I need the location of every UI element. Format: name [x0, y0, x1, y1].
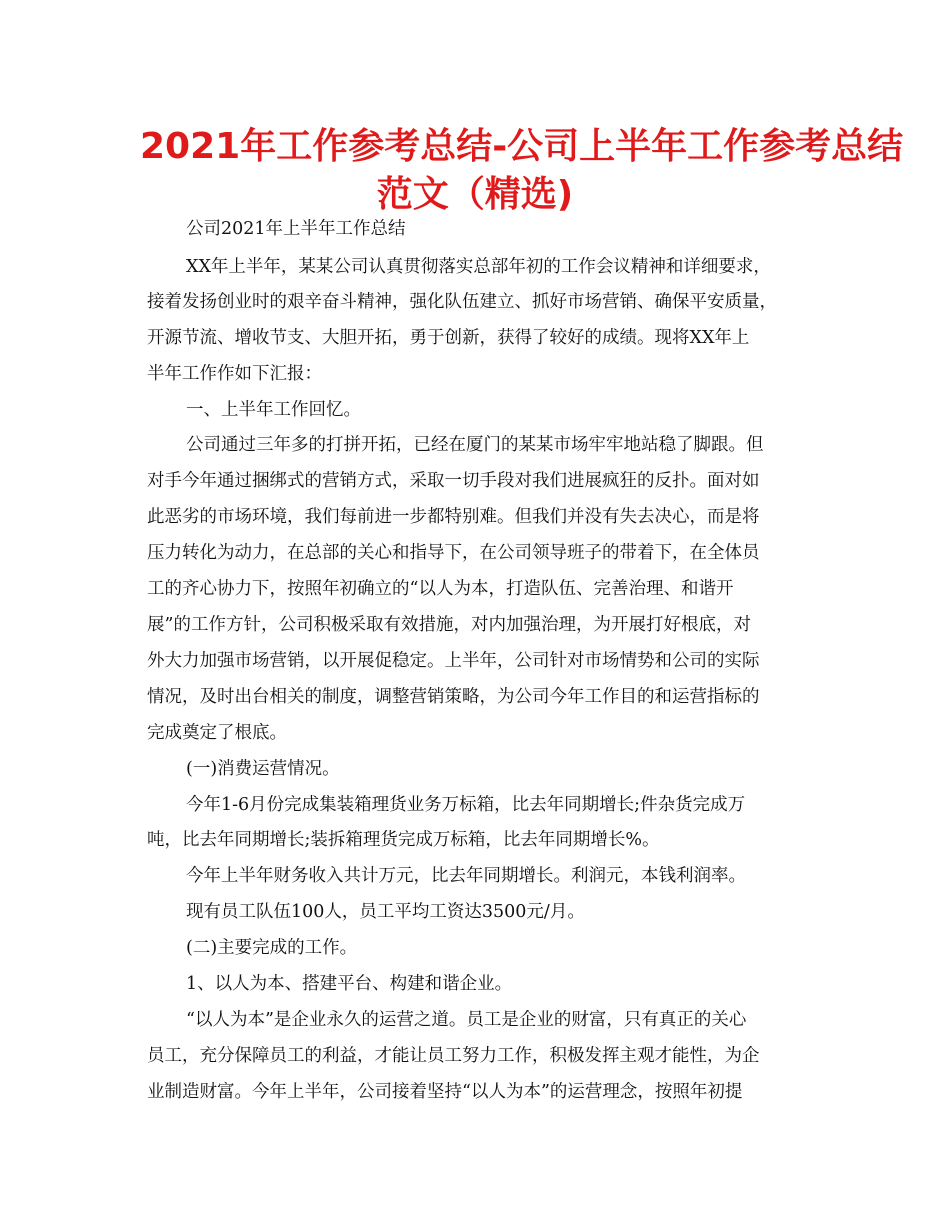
- paragraph-line: 此恶劣的市场环境，我们每前进一步都特别难。但我们并没有失去决心，而是将: [147, 507, 760, 527]
- paragraph-line: 压力转化为动力，在总部的关心和指导下，在公司领导班子的带着下，在全体员: [147, 543, 760, 563]
- paragraph-line: 半年工作作如下汇报：: [147, 364, 322, 384]
- paragraph-line: 业制造财富。今年上半年，公司接着坚持“以人为本”的运营理念，按照年初提: [147, 1082, 743, 1102]
- paragraph-line: 开源节流、增收节支、大胆开拓，勇于创新，获得了较好的成绩。现将XX年上: [147, 328, 750, 348]
- paragraph-line: 完成奠定了根底。: [147, 723, 287, 743]
- paragraph-line: 外大力加强市场营销，以开展促稳定。上半年，公司针对市场情势和公司的实际: [147, 651, 760, 671]
- paragraph-line: 员工，充分保障员工的利益，才能让员工努力工作，积极发挥主观才能性，为企: [147, 1046, 760, 1066]
- paragraph-line: 今年上半年财务收入共计万元，比去年同期增长。利润元，本钱利润率。: [186, 866, 746, 886]
- subsection-heading: (二)主要完成的工作。: [186, 938, 358, 958]
- subsection-heading: (一)消费运营情况。: [186, 759, 340, 779]
- paragraph-line: 现有员工队伍100人，员工平均工资达3500元/月。: [186, 902, 585, 922]
- paragraph-line: 情况，及时出台相关的制度，调整营销策略，为公司今年工作目的和运营指标的: [147, 687, 760, 707]
- paragraph-line: 接着发扬创业时的艰辛奋斗精神，强化队伍建立、抓好市场营销、确保平安质量，: [147, 292, 777, 312]
- paragraph-line: 展”的工作方针，公司积极采取有效措施，对内加强治理，为开展打好根底，对: [147, 615, 751, 635]
- paragraph-line: 今年1-6月份完成集装箱理货业务万标箱，比去年同期增长;件杂货完成万: [186, 795, 746, 815]
- document-title-line-1: 2021年工作参考总结-公司上半年工作参考总结: [140, 126, 904, 167]
- paragraph-line: 对手今年通过捆绑式的营销方式，采取一切手段对我们进展疯狂的反扑。面对如: [147, 471, 760, 491]
- section-heading: 一、上半年工作回忆。: [186, 400, 361, 420]
- document-title-line-2: 范文（精选): [376, 174, 574, 215]
- paragraph-line: “以人为本”是企业永久的运营之道。员工是企业的财富，只有真正的关心: [186, 1010, 747, 1030]
- paragraph-line: 工的齐心协力下，按照年初确立的“以人为本，打造队伍、完善治理、和谐开: [147, 579, 734, 599]
- paragraph-line: XX年上半年，某某公司认真贯彻落实总部年初的工作会议精神和详细要求，: [186, 257, 771, 277]
- paragraph-line: 公司通过三年多的打拼开拓，已经在厦门的某某市场牢牢地站稳了脚跟。但: [186, 435, 764, 455]
- item-heading: 1、以人为本、搭建平台、构建和谐企业。: [186, 974, 513, 994]
- subtitle: 公司2021年上半年工作总结: [186, 219, 406, 239]
- paragraph-line: 吨，比去年同期增长;装拆箱理货完成万标箱，比去年同期增长%。: [147, 830, 660, 850]
